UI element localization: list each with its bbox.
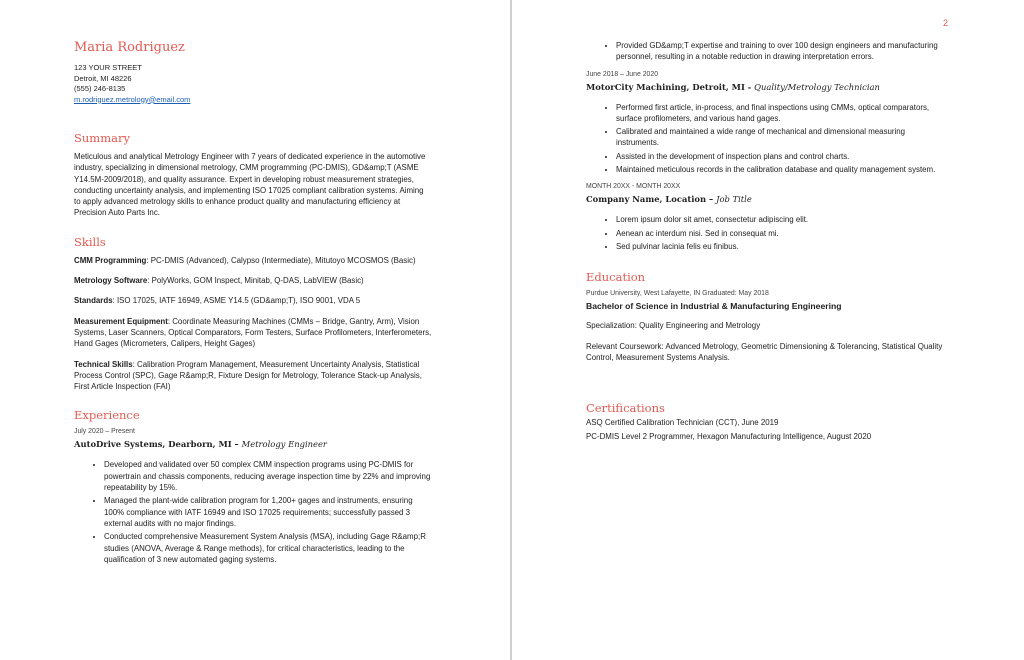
skill-value: : Calibration Program Management, Measurement Uncertainty Analysis, Statistical Process Control (SPC), Gage R&amp;R, Fixture Design for Metrology, Tolerance Stack-up Analysis, First Article Inspection (FAI) [74, 359, 422, 392]
list-item: • Assisted in the development of inspection plans and control charts. [616, 151, 948, 162]
summary-heading: Summary [74, 131, 130, 145]
skill-label: Standards [74, 296, 113, 306]
city-line: Detroit, MI 48226 [74, 73, 132, 83]
job-bullets [586, 102, 948, 176]
address-line: 123 YOUR STREET [74, 63, 142, 72]
certification-item: PC-DMIS Level 2 Programmer, Hexagon Manufacturing Intelligence, August 2020 [586, 432, 872, 442]
skill-value: : PolyWorks, GOM Inspect, Minitab, Q-DAS, LabVIEW (Basic) [147, 276, 364, 286]
job-bullets [586, 40, 948, 63]
skill-item [74, 255, 432, 266]
company-name: AutoDrive Systems, Dearborn, MI – [74, 439, 242, 450]
list-item: • Managed the plant-wide calibration program for 1,200+ gages and instruments, ensuring 100% compliance with IATF 16949 and ISO 17025 requirements; successfully passed 3 external audits with no major findings. [104, 495, 432, 529]
education-meta: Purdue University, West Lafayette, IN Graduated: May 2018 [586, 290, 769, 298]
skill-item [74, 275, 432, 286]
list-item: • Provided GD&amp;T expertise and training to over 100 design engineers and manufacturing personnel, resulting in a notable reduction in drawing interpretation errors. [616, 40, 948, 63]
company-name: MotorCity Machining, Detroit, MI - [586, 81, 755, 92]
list-item: • Lorem ipsum dolor sit amet, consectetur adipiscing elit. [616, 214, 948, 225]
skill-item [74, 295, 432, 306]
list-item: • Aenean ac interdum nisi. Sed in consequat mi. [616, 228, 948, 239]
company-name: Company Name, Location – [586, 194, 717, 205]
skill-label: CMM Programming [74, 255, 147, 265]
skill-value: : Coordinate Measuring Machines (CMMs – Bridge, Gantry, Arm), Vision Systems, Laser Scanners, Optical Comparators, Form Testers, Surface Profilometers, Interferometers, Hand Gages (Micrometers, Calipers, Height Gages) [74, 316, 432, 349]
job-title-line [586, 82, 948, 92]
resume-page-1 [0, 0, 510, 660]
job-bullets [74, 459, 432, 565]
skill-value: : ISO 17025, IATF 16949, ASME Y14.5 (GD&amp;T), ISO 9001, VDA 5 [112, 296, 361, 306]
coursework: Relevant Coursework: Advanced Metrology, Geometric Dimensioning & Tolerancing, Statistical Quality Control, Measurement Systems Analysis. [586, 341, 943, 362]
list-item: • Calibrated and maintained a wide range of mechanical and dimensional measuring instruments. [616, 126, 948, 149]
skill-label: Technical Skills [74, 359, 133, 369]
experience-heading: Experience [74, 408, 140, 423]
page-number: 2 [942, 18, 948, 28]
skill-label: Measurement Equipment [74, 316, 168, 326]
candidate-name: Maria Rodriguez [74, 40, 185, 55]
job-title-line [586, 194, 948, 204]
skill-item [74, 316, 432, 350]
job-title: Metrology Engineer [241, 439, 327, 450]
job-date: MONTH 20XX - MONTH 20XX [586, 183, 681, 191]
resume-page-2 [512, 0, 1024, 660]
list-item: • Performed first article, in-process, and final inspections using CMMs, optical comparators, surface profilometers, and various hand gages. [616, 102, 948, 125]
phone-line: (555) 246-8135 [74, 84, 126, 93]
skills-heading: Skills [74, 234, 106, 249]
list-item: • Developed and validated over 50 complex CMM inspection programs using PC-DMIS for powertrain and chassis components, reducing average inspection time by 22% and improving repeatability by 15%. [104, 459, 432, 493]
job-date: June 2018 – June 2020 [586, 70, 659, 78]
specialization: Specialization: Quality Engineering and Metrology [586, 321, 761, 331]
skill-label: Metrology Software [74, 276, 148, 286]
degree-title: Bachelor of Science in Industrial & Manufacturing Engineering [586, 301, 842, 312]
job-date: July 2020 – Present [74, 428, 135, 436]
certification-item: ASQ Certified Calibration Technician (CCT), June 2019 [586, 418, 779, 428]
email-link[interactable]: m.rodriguez.metrology@email.com [74, 94, 191, 104]
job-title-line [74, 439, 432, 449]
skill-value: : PC-DMIS (Advanced), Calypso (Intermediate), Mitutoyo MCOSMOS (Basic) [146, 255, 416, 265]
summary-text: Meticulous and analytical Metrology Engineer with 7 years of dedicated experience in the automotive industry, specializing in dimensional metrology, CMM programming (PC-DMIS), GD&amp;T (ASME Y14.5M-2009/2018), and quality assurance. Expert in developing robust measurement strategies, conducting uncertainty analysis, and implementing ISO 17025 compliant calibration systems. Aiming to apply advanced metrology skills to enhance product quality and manufacturing efficiency at Precision Auto Parts Inc. [74, 152, 426, 218]
list-item: • Conducted comprehensive Measurement System Analysis (MSA), including Gage R&amp;R studies (ANOVA, Average & Range methods), for critical characteristics, leading to the qualification of 3 new automated gaging systems. [104, 531, 432, 565]
education-heading: Education [586, 270, 646, 285]
job-bullets [586, 214, 948, 252]
contact-block [74, 63, 432, 105]
list-item: • Sed pulvinar lacinia felis eu finibus. [616, 241, 948, 252]
job-title: Quality/Metrology Technician [754, 81, 880, 92]
certifications-heading: Certifications [586, 401, 665, 416]
skill-item [74, 359, 432, 393]
list-item: • Maintained meticulous records in the calibration database and quality management system. [616, 164, 948, 175]
job-title: Job Title [716, 194, 752, 205]
